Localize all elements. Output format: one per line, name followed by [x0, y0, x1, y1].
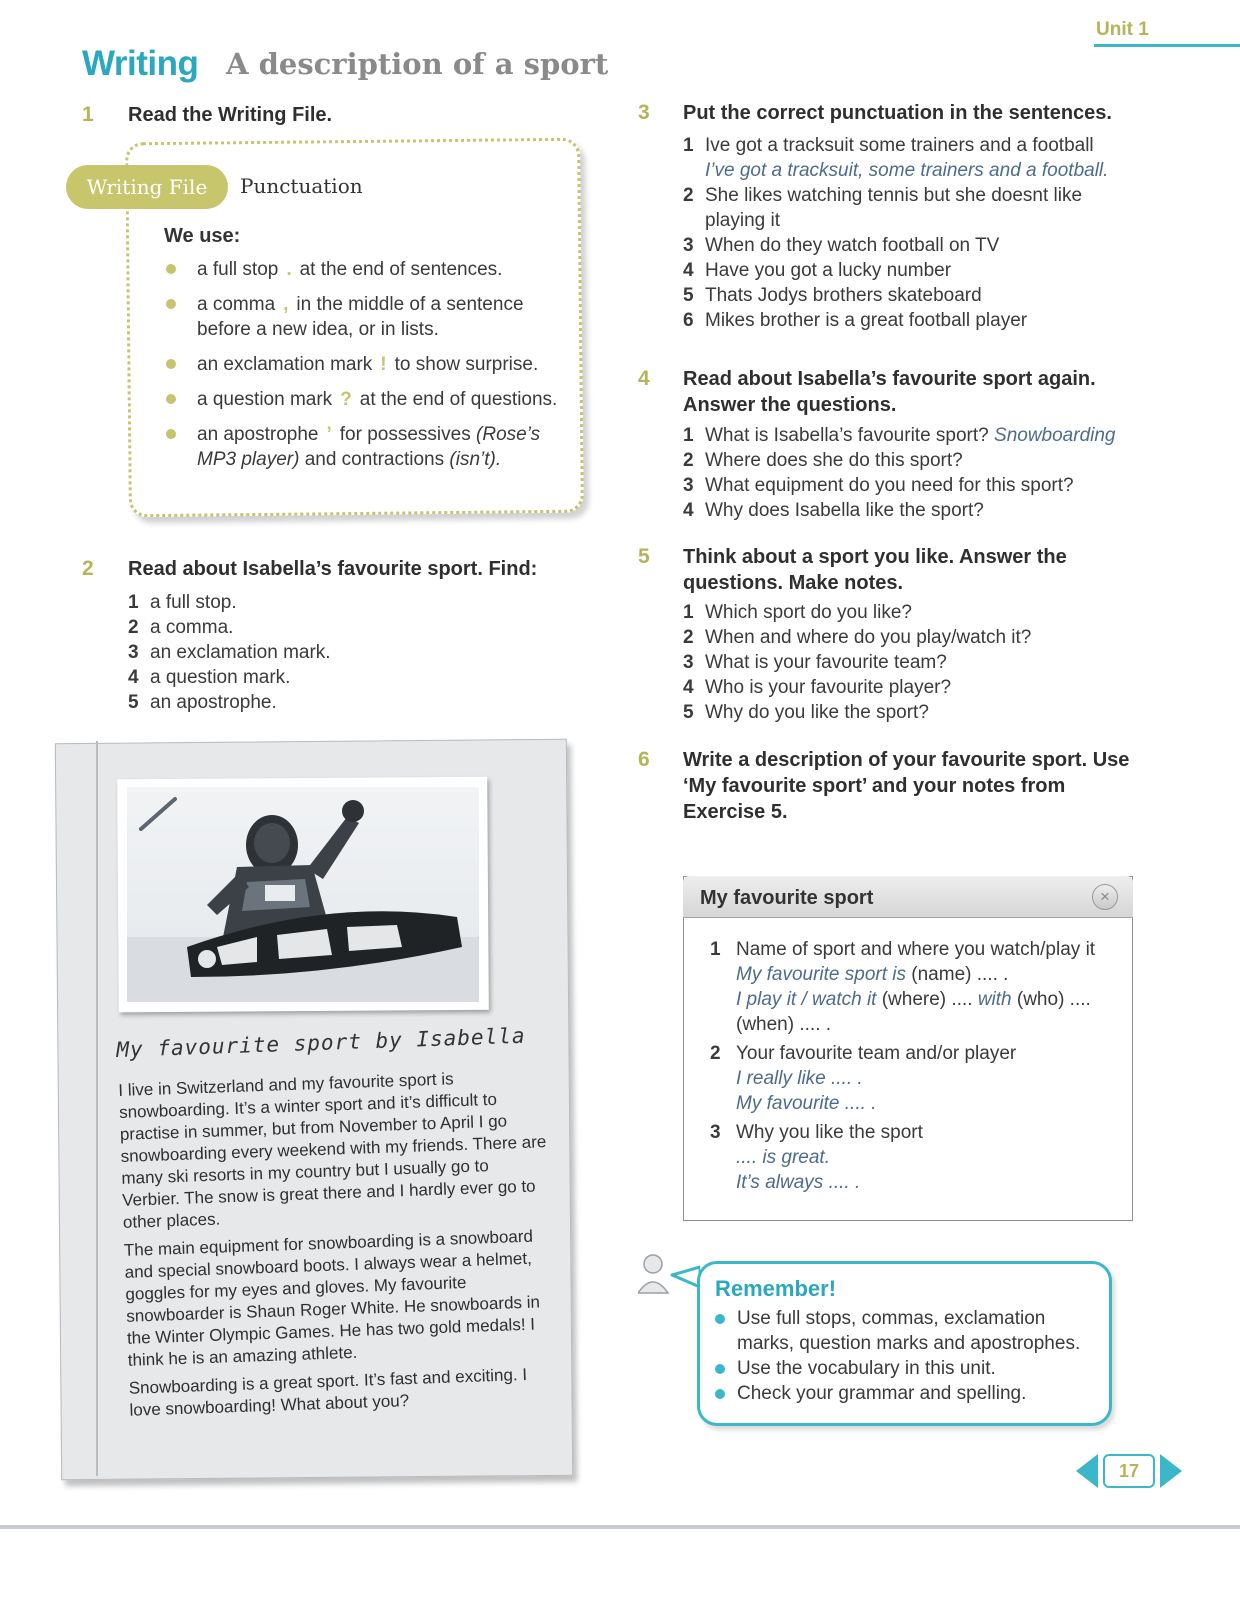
list-item: 3 What equipment do you need for this sport?	[683, 475, 1074, 496]
exercise-4-list	[683, 423, 1153, 523]
list-item: a full stop . at the end of sentences.	[164, 257, 574, 282]
next-page-arrow-icon[interactable]	[1160, 1454, 1182, 1488]
exercise-1-title: Read the Writing File.	[128, 104, 333, 126]
notebook-heading: My favourite sport by Isabella	[116, 1023, 526, 1062]
exercise-4-title: Read about Isabella’s favourite sport again. Answer the questions.	[683, 368, 1096, 416]
person-icon	[638, 1253, 700, 1310]
list-item: 4 Who is your favourite player?	[683, 677, 952, 698]
unit-rule	[1094, 44, 1240, 47]
remember-list	[713, 1306, 1103, 1406]
snowboarder-photo	[127, 787, 479, 1002]
favourite-sport-title: My favourite sport	[700, 887, 874, 909]
page-number: 17	[1103, 1454, 1155, 1488]
exercise-6-number: 6	[638, 748, 650, 771]
writing-file-list	[164, 257, 574, 482]
exercise-3-list	[683, 133, 1143, 333]
notebook-paragraph: I live in Switzerland and my favourite sport is snowboarding. It’s a winter sport and it’s difficult to practise in summer, but from November to April I go snowboarding every weekend with my friends. There are many ski resorts in my country but I usually go to Verbier. The snow is great there and I hardly ever go to other places.	[118, 1069, 547, 1232]
page-title: Writing	[82, 44, 199, 83]
list-item: 3 an exclamation mark.	[128, 642, 331, 663]
exercise-3-number: 3	[638, 101, 650, 124]
exercise-6-title: Write a description of your favourite sport. Use ‘My favourite sport’ and your notes from Exercise 5.	[683, 749, 1130, 823]
writing-file-pill: Writing File	[66, 165, 228, 209]
list-item: a comma , in the middle of a sentence before a new idea, or in lists.	[164, 292, 574, 342]
list-item: 6 Mikes brother is a great football player	[683, 310, 1028, 331]
list-item	[683, 158, 1143, 183]
list-item: 2 When and where do you play/watch it?	[683, 627, 1032, 648]
list-item: 4 a question mark.	[128, 667, 291, 688]
close-icon[interactable]: ×	[1092, 884, 1118, 910]
list-item: 1 a full stop.	[128, 592, 237, 613]
list-item: 4 Why does Isabella like the sport?	[683, 500, 984, 521]
list-item: 2 She likes watching tennis but she doesnt like playing it	[683, 185, 1083, 231]
list-item: 1 Ive got a tracksuit some trainers and a football	[683, 135, 1094, 156]
exercise-3-title: Put the correct punctuation in the sentences.	[683, 102, 1112, 124]
exercise-2-title: Read about Isabella’s favourite sport. Find:	[128, 558, 538, 580]
exercise-1-number: 1	[82, 103, 94, 126]
list-item: an apostrophe ’ for possessives (Rose’s MP3 player) and contractions (isn’t).	[164, 422, 574, 472]
writing-file-intro: We use:	[164, 225, 241, 247]
list-item: 5 Thats Jodys brothers skateboard	[683, 285, 982, 306]
notebook-text	[118, 1065, 556, 1428]
list-item: 2 Your favourite team and/or player I really like .... . My favourite .... .	[710, 1043, 1017, 1114]
remember-title: Remember!	[715, 1276, 837, 1301]
exercise-4-number: 4	[638, 367, 650, 390]
list-item: 3 What is your favourite team?	[683, 652, 947, 673]
notebook-paragraph: The main equipment for snowboarding is a snowboard and special snowboard boots. I always wear a helmet, goggles for my eyes and gloves. My favourite snowboarder is Shaun Roger White. He snowboards in the Winter Olympic Games. He has two gold medals! I think he is an amazing athlete.	[123, 1226, 541, 1370]
notebook-margin-line	[96, 741, 98, 1476]
list-item: a question mark ? at the end of questions.	[164, 387, 574, 412]
unit-label: Unit 1	[1096, 19, 1149, 40]
list-item: 2 Where does she do this sport?	[683, 450, 963, 471]
exercise-2-number: 2	[82, 557, 94, 580]
favourite-sport-list	[710, 937, 1125, 1199]
snowboarder-illustration	[127, 787, 479, 1002]
list-item: an exclamation mark ! to show surprise.	[164, 352, 574, 377]
page-subtitle: A description of a sport	[226, 47, 609, 81]
list-item: 5 Why do you like the sport?	[683, 702, 929, 723]
model-answer: Snowboarding	[994, 425, 1116, 446]
list-item: 5 an apostrophe.	[128, 692, 277, 713]
list-item: 1 What is Isabella’s favourite sport? Snowboarding	[683, 425, 1116, 446]
exercise-5-title: Think about a sport you like. Answer the questions. Make notes.	[683, 546, 1067, 594]
exercise-5-list	[683, 600, 1143, 725]
previous-page-arrow-icon[interactable]	[1076, 1454, 1098, 1488]
bottom-rule	[0, 1525, 1240, 1529]
list-item: 3 When do they watch football on TV	[683, 235, 1000, 256]
exercise-2-list	[128, 590, 528, 715]
list-item: 3 Why you like the sport .... is great. It’s always .... .	[710, 1122, 923, 1193]
list-item: 1 Which sport do you like?	[683, 602, 912, 623]
writing-file-title: Punctuation	[240, 174, 363, 198]
notebook-paragraph: Snowboarding is a great sport. It’s fast and exciting. I love snowboarding! What about you?	[128, 1364, 528, 1420]
list-item: 2 a comma.	[128, 617, 234, 638]
list-item: Check your grammar and spelling.	[713, 1381, 1103, 1406]
list-item: Use the vocabulary in this unit.	[713, 1356, 1103, 1381]
list-item: Use full stops, commas, exclamation marks, question marks and apostrophes.	[713, 1306, 1103, 1356]
list-item: 4 Have you got a lucky number	[683, 260, 952, 281]
exercise-5-number: 5	[638, 545, 650, 568]
model-answer: I’ve got a tracksuit, some trainers and a football.	[705, 160, 1109, 181]
list-item: 1 Name of sport and where you watch/play it My favourite sport is (name) .... . I play it / watch it (where) .... with (who) .... (when) .... .	[710, 939, 1096, 1035]
